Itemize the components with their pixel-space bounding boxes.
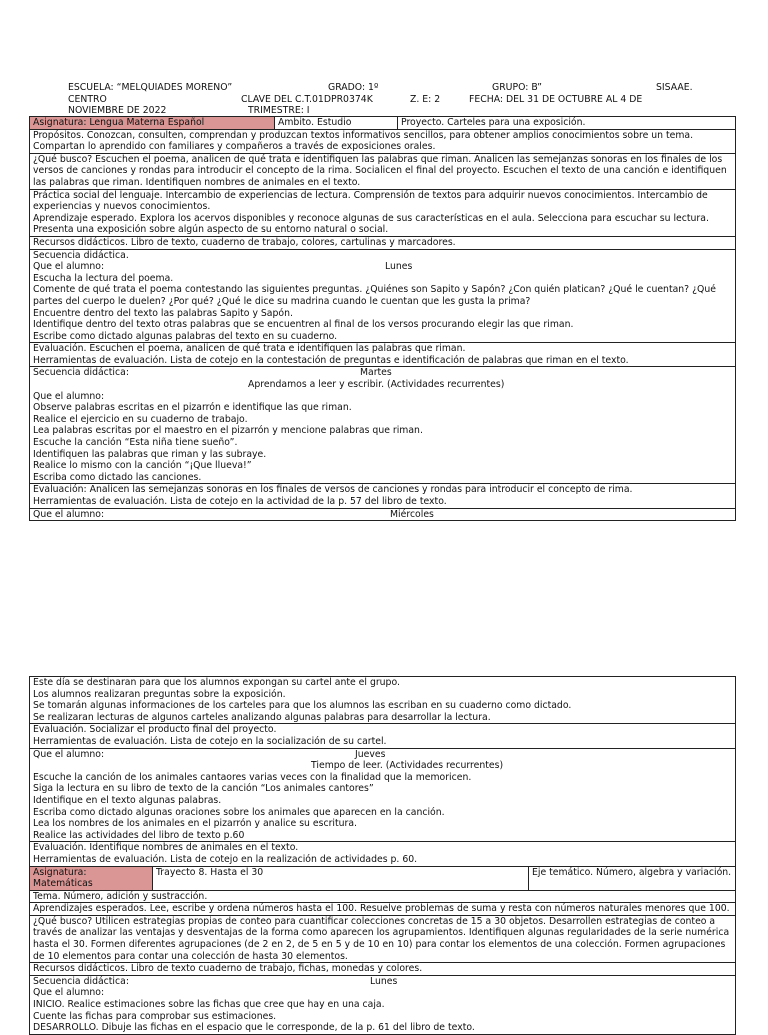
list-item: INICIO. Realice estimaciones sobre las fichas que cree que hay en una caja. — [33, 999, 385, 1011]
tuesday-sequence: Secuencia didáctica: Martes Aprendamos a leer y escribir. (Actividades recurrentes) Que el alumno: Observe palabras escritas en el pizarrón e identifique las que riman. Realice el ejercicio en su cuaderno de trabajo. Lea palabras escritas por el maestro en el pizarrón y mencione palabras que riman. Escuche la canción “Esta niña tiene sueño”. Identifiquen las palabras que riman y las subraye. Realice lo mismo con la canción “¡Que llueva!” Escriba como dictado las canciones. — [30, 367, 736, 484]
school-key: CLAVE DEL C.T.01DPR0374K — [241, 93, 373, 105]
monday-sequence: Secuencia didáctica. Que el alumno: Lunes Escucha la lectura del poema. Comente de qué trata el poema contestando las siguientes preguntas. ¿Quiénes son Sapito y Sapón? ¿Con quién platican? ¿Qué le cuentan? ¿Qué partes del cuerpo le duelen? ¿Por qué? ¿Qué le dice su madrina cuando le cuentan que les gusta la prima? Encuentre dentro del texto las palabras Sapito y Sapón. Identifique dentro del texto otras palabras que se encuentren al final de los versos procurando elegir las que riman. Escribe como dictado algunas palabras del texto en su cuaderno. — [30, 249, 736, 343]
list-item: Los alumnos realizaran preguntas sobre la exposición. — [33, 688, 286, 700]
project-cell: Proyecto. Carteles para una exposición. — [398, 117, 736, 130]
list-item: Escriba como dictado algunas oraciones sobre los animales que aparecen en la canción. — [33, 806, 445, 818]
thursday-evaluation: Evaluación. Identifique nombres de animales en el texto. Herramientas de evaluación. Lista de cotejo en la realización de actividades p. 60. — [30, 842, 736, 866]
wednesday-evaluation: Evaluación. Socializar el producto final del proyecto. Herramientas de evaluación. Lista de cotejo en la socialización de su cartel. — [30, 724, 736, 748]
math-resources: Recursos didácticos. Libro de texto cuaderno de trabajo, fichas, monedas y colores. — [30, 963, 736, 976]
lengua-plan-table — [29, 116, 736, 521]
wednesday-sequence — [30, 677, 736, 724]
expected-learning: Aprendizaje esperado. Explora los acervos disponibles y reconoce algunas de sus características en el aula. Selecciona para escuchar su lectura. Presenta una exposición sobre algún aspecto de su entorno natural o social. — [33, 212, 709, 236]
list-item: Escriba como dictado las canciones. — [33, 471, 202, 483]
list-item: Este día se destinaran para que los alumnos expongan su cartel ante el grupo. — [33, 677, 400, 688]
list-item: Escucha la lectura del poema. — [33, 272, 174, 284]
list-item: Escribe como dictado algunas palabras del texto en su cuaderno. — [33, 330, 338, 342]
grade: GRADO: 1º — [328, 82, 379, 93]
purposes: Propósitos. Conozcan, consulten, comprendan y produzcan textos informativos sencillos, para obtener amplios conocimientos sobre un tema. Compartan lo aprendido con familiares y compañeros a través de exposiciones orales. — [30, 129, 736, 153]
sisaae: SISAAE. — [656, 82, 693, 93]
math-topic: Tema. Número, adición y sustracción. — [30, 890, 736, 903]
list-item: Comente de qué trata el poema contestando las siguientes preguntas. ¿Quiénes son Sapito y Sapón? ¿Con quién platican? ¿Qué le cuentan? ¿Qué partes del cuerpo le duelen? ¿Por qué? ¿Qué le dice su madrina cuando le cuentan que les gusta la prima? — [33, 284, 716, 307]
school-name: ESCUELA: “MELQUIADES MORENO” — [68, 82, 233, 93]
day-monday: Lunes — [385, 261, 413, 273]
day-wednesday: Miércoles — [390, 508, 434, 520]
list-item: Escuche la canción “Esta niña tiene sueño”. — [33, 437, 238, 449]
monday-evaluation: Evaluación. Escuchen el poema, analicen de qué trata e identifiquen las palabras que riman. Herramientas de evaluación. Lista de cotejo en la contestación de preguntas e identificación de palabras que riman en el texto. — [30, 343, 736, 367]
math-axis-cell: Eje temático. Número, algebra y variación. — [529, 866, 736, 890]
list-item: Realice lo mismo con la canción “¡Que llueva!” — [33, 460, 252, 472]
list-item: Identifique en el texto algunas palabras. — [33, 794, 222, 806]
day-tuesday: Martes — [360, 367, 392, 379]
date-range: FECHA: DEL 31 DE OCTUBRE AL 4 DE — [469, 93, 643, 105]
list-item: Lea los nombres de los animales en el pizarrón y analice su escritura. — [33, 818, 357, 830]
tuesday-evaluation: Evaluación: Analicen las semejanzas sonoras en los finales de versos de canciones y rondas para introducir el concepto de rima. Herramientas de evaluación. Lista de cotejo en la actividad de la p. 57 del libro de texto. — [30, 484, 736, 508]
math-subject-cell: Asignatura: Matemáticas — [30, 866, 153, 890]
math-monday-sequence: Secuencia didáctica: Lunes Que el alumno: INICIO. Realice estimaciones sobre las fichas que cree que hay en una caja. Cuente las fichas para comprobar sus estimaciones. DESARROLLO. Dibuje las fichas en el espacio que le corresponde, de la p. 61 del libro de texto. — [30, 975, 736, 1034]
scope-cell: Ambito. Estudio — [275, 117, 398, 130]
day-monday: Lunes — [370, 975, 398, 987]
center: CENTRO — [68, 93, 107, 105]
math-what-i-seek: ¿Qué busco? Utilicen estrategias propias de conteo para cuantificar colecciones concretas de 15 a 30 objetos. Desarrollen estrategias de conteo a través de analizar las ventajas y desventajas de la forma como aparecen los agrupamientos. Identifiquen algunas regularidades de la serie numérica hasta el 30. Formen diferentes agrupaciones (de 2 en 2, de 5 en 5 y de 10 en 10) para contar los elementos de una colección. Formen agrupaciones de 10 elementos para contar una colección de hasta 30 elementos. — [30, 915, 736, 962]
list-item: Escuche la canción de los animales cantaores varias veces con la finalidad que la memoricen. — [33, 771, 472, 783]
math-expected-learning: Aprendizajes esperados. Lee, escribe y ordena números hasta el 100. Resuelve problemas de suma y resta con números naturales menores que 100. — [30, 903, 736, 916]
school-zone: Z. E: 2 — [410, 93, 441, 105]
wednesday-heading: Que el alumno: Miércoles — [30, 508, 736, 521]
list-item: Se tomarán algunas informaciones de los carteles para que los alumnos las escriban en su cuaderno como dictado. — [33, 700, 572, 712]
thursday-subtitle: Tiempo de leer. (Actividades recurrentes) — [311, 760, 504, 772]
day-thursday: Jueves — [355, 748, 386, 760]
math-trajectory-cell: Trayecto 8. Hasta el 30 — [153, 866, 529, 890]
list-item: Realice el ejercicio en su cuaderno de trabajo. — [33, 413, 248, 425]
list-item: Identifiquen las palabras que riman y las subraye. — [33, 448, 267, 460]
trimester: TRIMESTRE: I — [248, 105, 310, 117]
list-item: Encuentre dentro del texto las palabras Sapito y Sapón. — [33, 307, 293, 319]
list-item: Lea palabras escritas por el maestro en el pizarrón y mencione palabras que riman. — [33, 425, 423, 437]
date-range-end: NOVIEMBRE DE 2022 — [68, 105, 167, 117]
list-item: Realice las actividades del libro de texto p.60 — [33, 829, 245, 841]
resources: Recursos didácticos. Libro de texto, cuaderno de trabajo, colores, cartulinas y marcadores. — [30, 236, 736, 249]
subject-cell: Asignatura: Lengua Materna Español — [30, 117, 275, 130]
what-i-seek: ¿Qué busco? Escuchen el poema, analicen de qué trata e identifiquen las palabras que riman. Analicen las semejanzas sonoras en los finales de los versos de canciones y rondas para introducir el concepto de la rima. Socialicen el final del proyecto. Escuchen el texto de una canción e identifiquen las palabras que riman. Identifiquen nombres de animales en el texto. — [30, 153, 736, 189]
list-item: Observe palabras escritas en el pizarrón e identifique las que riman. — [33, 402, 352, 414]
list-item: Siga la lectura en su libro de texto de la canción “Los animales cantores” — [33, 783, 374, 795]
list-item: Cuente las fichas para comprobar sus estimaciones. — [33, 1010, 277, 1022]
group: GRUPO: B” — [492, 82, 543, 93]
school-header — [68, 82, 708, 117]
list-item: DESARROLLO. Dibuje las fichas en el espacio que le corresponde, de la p. 61 del libro de texto. — [33, 1022, 475, 1034]
social-practice: Práctica social del lenguaje. Intercambio de experiencias de lectura. Comprensión de textos para adquirir nuevos conocimientos. Intercambio de experiencias y nuevos conocimientos. Aprendizaje esperado. Explora los acervos disponibles y reconoce algunas de sus características en el aula. Selecciona para escuchar su lectura. Presenta una exposición sobre algún aspecto de su entorno natural o social. — [30, 189, 736, 236]
list-item: Identifique dentro del texto otras palabras que se encuentren al final de los versos procurando elegir las que riman. — [33, 319, 574, 331]
list-item: Se realizaran lecturas de algunos carteles analizando algunas palabras para desarrollar la lectura. — [33, 711, 491, 723]
page2-table — [29, 676, 736, 1035]
thursday-sequence: Que el alumno: Jueves Tiempo de leer. (Actividades recurrentes) Escuche la canción de los animales cantaores varias veces con la finalidad que la memoricen. Siga la lectura en su libro de texto de la canción “Los animales cantores” Identifique en el texto algunas palabras. Escriba como dictado algunas oraciones sobre los animales que aparecen en la canción. Lea los nombres de los animales en el pizarrón y analice su escritura. Realice las actividades del libro de texto p.60 — [30, 748, 736, 842]
tuesday-subtitle: Aprendamos a leer y escribir. (Actividades recurrentes) — [248, 379, 505, 391]
